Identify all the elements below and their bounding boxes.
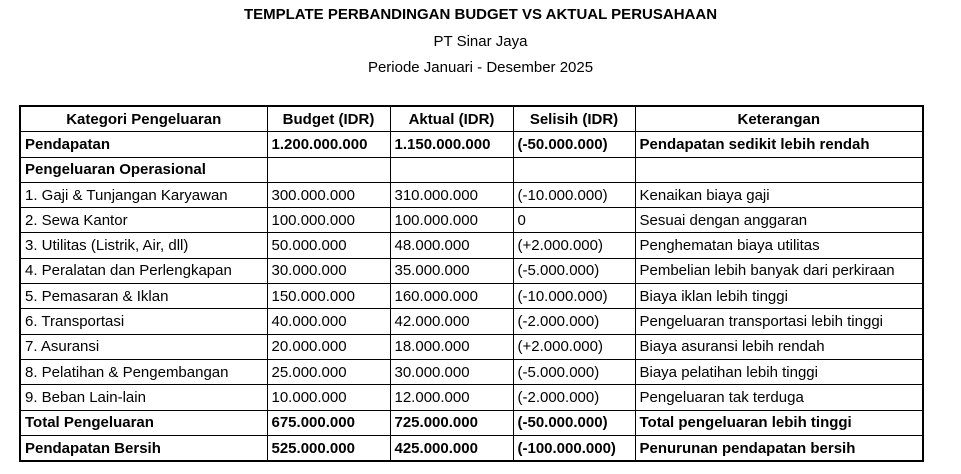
table-row bbox=[20, 258, 923, 283]
table-row bbox=[20, 233, 923, 258]
cell-actual: 30.000.000 bbox=[390, 359, 513, 384]
cell-budget: 40.000.000 bbox=[267, 309, 390, 334]
table-row bbox=[20, 385, 923, 410]
cell-actual: 35.000.000 bbox=[390, 258, 513, 283]
cell-variance: (-10.000.000) bbox=[513, 182, 635, 207]
cell-budget: 100.000.000 bbox=[267, 208, 390, 233]
cell-budget bbox=[267, 157, 390, 182]
table-row bbox=[20, 284, 923, 309]
cell-variance: 0 bbox=[513, 208, 635, 233]
cell-category: 6. Transportasi bbox=[20, 309, 267, 334]
cell-actual: 12.000.000 bbox=[390, 385, 513, 410]
header-category: Kategori Pengeluaran bbox=[20, 106, 267, 132]
cell-budget: 300.000.000 bbox=[267, 182, 390, 207]
cell-actual: 425.000.000 bbox=[390, 435, 513, 461]
cell-actual: 18.000.000 bbox=[390, 334, 513, 359]
cell-notes: Pembelian lebih banyak dari perkiraan bbox=[635, 258, 923, 283]
cell-category: 5. Pemasaran & Iklan bbox=[20, 284, 267, 309]
table-row bbox=[20, 208, 923, 233]
cell-budget: 30.000.000 bbox=[267, 258, 390, 283]
cell-variance: (-100.000.000) bbox=[513, 435, 635, 461]
cell-notes: Biaya iklan lebih tinggi bbox=[635, 284, 923, 309]
header-variance: Selisih (IDR) bbox=[513, 106, 635, 132]
cell-actual: 1.150.000.000 bbox=[390, 132, 513, 157]
table-row bbox=[20, 309, 923, 334]
cell-notes: Penghematan biaya utilitas bbox=[635, 233, 923, 258]
cell-actual bbox=[390, 157, 513, 182]
cell-budget: 20.000.000 bbox=[267, 334, 390, 359]
table-header-row bbox=[20, 106, 923, 132]
cell-budget: 675.000.000 bbox=[267, 410, 390, 435]
table-row bbox=[20, 157, 923, 182]
cell-variance: (+2.000.000) bbox=[513, 233, 635, 258]
cell-notes: Biaya pelatihan lebih tinggi bbox=[635, 359, 923, 384]
cell-actual: 310.000.000 bbox=[390, 182, 513, 207]
cell-category: 3. Utilitas (Listrik, Air, dll) bbox=[20, 233, 267, 258]
cell-variance: (-2.000.000) bbox=[513, 385, 635, 410]
cell-budget: 150.000.000 bbox=[267, 284, 390, 309]
cell-category: 8. Pelatihan & Pengembangan bbox=[20, 359, 267, 384]
cell-budget: 1.200.000.000 bbox=[267, 132, 390, 157]
cell-notes: Pengeluaran transportasi lebih tinggi bbox=[635, 309, 923, 334]
table-row bbox=[20, 359, 923, 384]
cell-budget: 50.000.000 bbox=[267, 233, 390, 258]
cell-notes: Biaya asuransi lebih rendah bbox=[635, 334, 923, 359]
cell-budget: 525.000.000 bbox=[267, 435, 390, 461]
period-label: Periode Januari - Desember 2025 bbox=[367, 59, 594, 76]
cell-category: 7. Asuransi bbox=[20, 334, 267, 359]
cell-notes: Pengeluaran tak terduga bbox=[635, 385, 923, 410]
table-row bbox=[20, 182, 923, 207]
cell-notes: Pendapatan sedikit lebih rendah bbox=[635, 132, 923, 157]
cell-variance: (-10.000.000) bbox=[513, 284, 635, 309]
cell-budget: 10.000.000 bbox=[267, 385, 390, 410]
cell-notes: Kenaikan biaya gaji bbox=[635, 182, 923, 207]
table-row bbox=[20, 132, 923, 157]
cell-variance: (+2.000.000) bbox=[513, 334, 635, 359]
cell-variance: (-2.000.000) bbox=[513, 309, 635, 334]
cell-category: 2. Sewa Kantor bbox=[20, 208, 267, 233]
cell-actual: 48.000.000 bbox=[390, 233, 513, 258]
cell-notes bbox=[635, 157, 923, 182]
cell-variance: (-5.000.000) bbox=[513, 359, 635, 384]
cell-actual: 100.000.000 bbox=[390, 208, 513, 233]
cell-variance: (-50.000.000) bbox=[513, 410, 635, 435]
cell-category: Pendapatan Bersih bbox=[20, 435, 267, 461]
budget-table bbox=[19, 105, 924, 462]
table-row bbox=[20, 410, 923, 435]
table-body bbox=[20, 132, 923, 461]
cell-variance bbox=[513, 157, 635, 182]
cell-actual: 42.000.000 bbox=[390, 309, 513, 334]
cell-category: Total Pengeluaran bbox=[20, 410, 267, 435]
cell-category: 9. Beban Lain-lain bbox=[20, 385, 267, 410]
cell-category: Pengeluaran Operasional bbox=[20, 157, 267, 182]
header-budget: Budget (IDR) bbox=[267, 106, 390, 132]
cell-category: 1. Gaji & Tunjangan Karyawan bbox=[20, 182, 267, 207]
cell-notes: Penurunan pendapatan bersih bbox=[635, 435, 923, 461]
cell-notes: Sesuai dengan anggaran bbox=[635, 208, 923, 233]
document-title: TEMPLATE PERBANDINGAN BUDGET VS AKTUAL PERUSAHAAN bbox=[243, 6, 718, 23]
cell-budget: 25.000.000 bbox=[267, 359, 390, 384]
cell-notes: Total pengeluaran lebih tinggi bbox=[635, 410, 923, 435]
cell-category: 4. Peralatan dan Perlengkapan bbox=[20, 258, 267, 283]
cell-actual: 725.000.000 bbox=[390, 410, 513, 435]
table-row bbox=[20, 435, 923, 461]
cell-variance: (-50.000.000) bbox=[513, 132, 635, 157]
header-actual: Aktual (IDR) bbox=[390, 106, 513, 132]
cell-category: Pendapatan bbox=[20, 132, 267, 157]
cell-actual: 160.000.000 bbox=[390, 284, 513, 309]
table-row bbox=[20, 334, 923, 359]
header-notes: Keterangan bbox=[635, 106, 923, 132]
company-name: PT Sinar Jaya bbox=[433, 33, 528, 50]
cell-variance: (-5.000.000) bbox=[513, 258, 635, 283]
